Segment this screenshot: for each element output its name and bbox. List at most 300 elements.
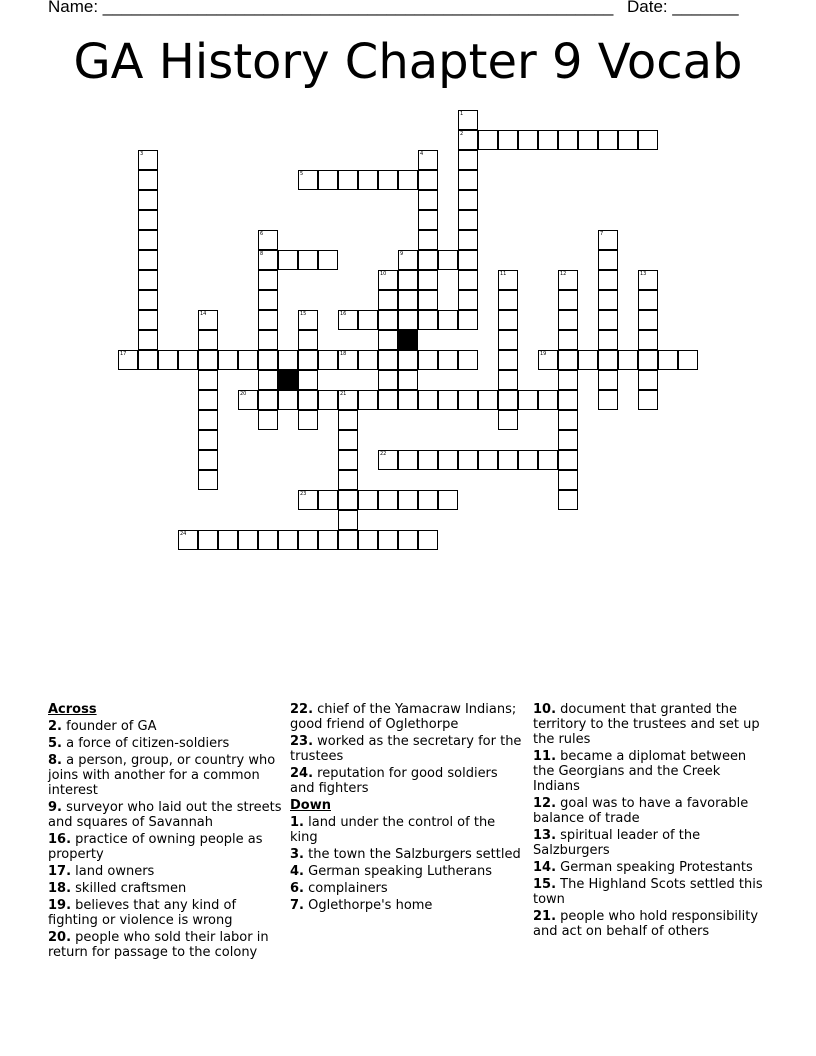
grid-cell[interactable]	[318, 170, 338, 190]
clue-text: complainers	[303, 881, 388, 896]
grid-cell[interactable]	[158, 350, 178, 370]
grid-cell[interactable]	[498, 390, 518, 410]
clue-text: believes that any kind of fighting or violence is wrong	[48, 898, 237, 928]
clue-item	[48, 719, 284, 734]
clue-item	[290, 702, 526, 732]
grid-cell[interactable]	[378, 270, 398, 290]
grid-cell[interactable]	[298, 370, 318, 390]
clue-number-label: 24	[180, 531, 187, 537]
clue-number: 2.	[48, 719, 62, 734]
grid-cell[interactable]	[438, 450, 458, 470]
grid-cell[interactable]	[298, 410, 318, 430]
grid-cell[interactable]	[418, 350, 438, 370]
grid-cell[interactable]	[258, 370, 278, 390]
clue-number: 22.	[290, 702, 314, 717]
grid-cell[interactable]	[418, 450, 438, 470]
grid-cell[interactable]	[458, 250, 478, 270]
grid-cell[interactable]	[498, 450, 518, 470]
grid-cell[interactable]	[338, 450, 358, 470]
clue-text: reputation for good soldiers and fighters	[290, 766, 498, 796]
grid-cell[interactable]	[558, 370, 578, 390]
clue-number-label: 3	[140, 151, 144, 157]
clue-item	[533, 909, 769, 939]
clue-item	[533, 796, 769, 826]
grid-cell[interactable]	[438, 350, 458, 370]
grid-cell[interactable]	[298, 250, 318, 270]
grid-cell[interactable]	[478, 130, 498, 150]
clue-number: 20.	[48, 930, 72, 945]
grid-cell[interactable]	[498, 270, 518, 290]
grid-cell[interactable]	[378, 390, 398, 410]
clue-number: 9.	[48, 800, 62, 815]
clue-number-label: 14	[200, 311, 207, 317]
grid-cell[interactable]	[598, 310, 618, 330]
clue-number-label: 22	[380, 451, 387, 457]
clue-number: 10.	[533, 702, 557, 717]
grid-cell[interactable]	[398, 310, 418, 330]
clue-number-label: 4	[420, 151, 424, 157]
grid-cell[interactable]	[558, 330, 578, 350]
grid-cell[interactable]	[338, 530, 358, 550]
grid-cell[interactable]	[298, 330, 318, 350]
grid-cell[interactable]	[658, 350, 678, 370]
grid-cell[interactable]	[598, 290, 618, 310]
grid-cell[interactable]	[558, 390, 578, 410]
grid-cell[interactable]	[558, 450, 578, 470]
grid-cell[interactable]	[398, 170, 418, 190]
down-heading: Down	[290, 798, 331, 813]
grid-cell[interactable]	[598, 230, 618, 250]
grid-cell[interactable]	[618, 130, 638, 150]
grid-cell[interactable]	[618, 350, 638, 370]
clue-number-label: 7	[600, 231, 604, 237]
clue-number: 17.	[48, 864, 72, 879]
clue-item	[533, 860, 769, 875]
grid-cell[interactable]	[538, 390, 558, 410]
clue-text: chief of the Yamacraw Indians; good friend of Oglethorpe	[290, 702, 517, 732]
grid-cell[interactable]	[598, 350, 618, 370]
grid-cell[interactable]	[558, 410, 578, 430]
clue-item	[290, 734, 526, 764]
clue-number: 11.	[533, 749, 557, 764]
grid-cell[interactable]	[398, 250, 418, 270]
down-clue-list	[290, 815, 526, 913]
clue-number: 4.	[290, 864, 304, 879]
grid-cell[interactable]	[378, 170, 398, 190]
clue-number: 14.	[533, 860, 557, 875]
grid-cell[interactable]	[298, 490, 318, 510]
clue-number-label: 11	[500, 271, 507, 277]
clue-text: land owners	[71, 864, 155, 879]
grid-cell[interactable]	[338, 170, 358, 190]
clue-text: a force of citizen-soldiers	[61, 736, 230, 751]
page-title: GA History Chapter 9 Vocab	[73, 34, 743, 90]
grid-cell[interactable]	[338, 390, 358, 410]
down-clue-list-continued	[533, 702, 769, 939]
clue-item	[290, 815, 526, 845]
grid-cell[interactable]	[558, 310, 578, 330]
grid-cell[interactable]	[578, 130, 598, 150]
clue-text: people who hold responsibility and act on behalf of others	[533, 909, 759, 939]
clue-number-label: 12	[560, 271, 567, 277]
grid-cell[interactable]	[198, 390, 218, 410]
grid-cell[interactable]	[558, 490, 578, 510]
clue-item	[533, 877, 769, 907]
grid-cell[interactable]	[198, 530, 218, 550]
grid-cell[interactable]	[198, 330, 218, 350]
grid-cell[interactable]	[458, 450, 478, 470]
grid-cell[interactable]	[498, 290, 518, 310]
grid-cell[interactable]	[338, 470, 358, 490]
clue-number: 5.	[48, 736, 62, 751]
grid-cell[interactable]	[378, 370, 398, 390]
grid-cell[interactable]	[418, 270, 438, 290]
grid-cell[interactable]	[638, 130, 658, 150]
grid-cell[interactable]	[378, 290, 398, 310]
grid-cell[interactable]	[198, 370, 218, 390]
grid-cell[interactable]	[338, 430, 358, 450]
grid-cell[interactable]	[258, 530, 278, 550]
grid-cell[interactable]	[258, 290, 278, 310]
grid-cell[interactable]	[218, 350, 238, 370]
grid-cell[interactable]	[358, 530, 378, 550]
clue-item	[290, 766, 526, 796]
grid-cell[interactable]	[298, 390, 318, 410]
clue-item	[533, 749, 769, 794]
clue-number-label: 10	[380, 271, 387, 277]
grid-cell[interactable]	[198, 450, 218, 470]
grid-cell[interactable]	[198, 310, 218, 330]
grid-cell[interactable]	[518, 130, 538, 150]
grid-cell[interactable]	[478, 450, 498, 470]
grid-cell[interactable]	[458, 190, 478, 210]
grid-cell[interactable]	[118, 350, 138, 370]
grid-cell[interactable]	[198, 410, 218, 430]
grid-cell[interactable]	[258, 350, 278, 370]
grid-cell[interactable]	[598, 270, 618, 290]
clue-number-label: 17	[120, 351, 127, 357]
grid-cell[interactable]	[418, 530, 438, 550]
clue-number-label: 13	[640, 271, 647, 277]
grid-cell[interactable]	[338, 410, 358, 430]
grid-cell[interactable]	[498, 410, 518, 430]
grid-cell[interactable]	[318, 530, 338, 550]
grid-cell[interactable]	[638, 270, 658, 290]
clue-item	[290, 898, 526, 913]
grid-cell[interactable]	[318, 350, 338, 370]
clue-number-label: 20	[240, 391, 247, 397]
grid-cell[interactable]	[138, 190, 158, 210]
grid-cell[interactable]	[378, 450, 398, 470]
grid-cell[interactable]	[138, 310, 158, 330]
grid-cell[interactable]	[418, 490, 438, 510]
clue-number-label: 18	[340, 351, 347, 357]
grid-cell[interactable]	[558, 470, 578, 490]
grid-cell[interactable]	[138, 250, 158, 270]
clue-number: 15.	[533, 877, 557, 892]
grid-cell[interactable]	[398, 490, 418, 510]
grid-cell[interactable]	[458, 270, 478, 290]
grid-cell[interactable]	[498, 330, 518, 350]
grid-cell[interactable]	[178, 350, 198, 370]
clue-number-label: 2	[460, 131, 464, 137]
grid-cell[interactable]	[378, 310, 398, 330]
clue-item	[290, 847, 526, 862]
grid-cell[interactable]	[258, 230, 278, 250]
clue-text: people who sold their labor in return for passage to the colony	[48, 930, 269, 960]
grid-cell[interactable]	[398, 450, 418, 470]
clue-number: 16.	[48, 832, 72, 847]
clue-text: became a diplomat between the Georgians and the Creek Indians	[533, 749, 747, 794]
grid-cell[interactable]	[538, 350, 558, 370]
grid-cell[interactable]	[378, 490, 398, 510]
clue-item	[48, 800, 284, 830]
clue-text: The Highland Scots settled this town	[533, 877, 763, 907]
grid-cell[interactable]	[258, 250, 278, 270]
date-field-label: Date: _______	[627, 0, 739, 16]
grid-cell[interactable]	[198, 430, 218, 450]
grid-cell[interactable]	[418, 210, 438, 230]
grid-cell[interactable]	[518, 390, 538, 410]
grid-cell[interactable]	[558, 430, 578, 450]
grid-cell[interactable]	[178, 530, 198, 550]
clue-number: 18.	[48, 881, 72, 896]
grid-cell[interactable]	[318, 490, 338, 510]
clue-text: practice of owning people as property	[48, 832, 263, 862]
grid-cell[interactable]	[258, 270, 278, 290]
clue-item	[533, 828, 769, 858]
grid-cell[interactable]	[398, 370, 418, 390]
clue-text: German speaking Lutherans	[303, 864, 492, 879]
grid-cell[interactable]	[558, 350, 578, 370]
grid-cell[interactable]	[458, 310, 478, 330]
grid-cell[interactable]	[418, 310, 438, 330]
grid-cell[interactable]	[298, 530, 318, 550]
clue-number: 23.	[290, 734, 314, 749]
clue-number: 19.	[48, 898, 72, 913]
grid-cell[interactable]	[438, 490, 458, 510]
grid-cell[interactable]	[458, 110, 478, 130]
clue-number: 24.	[290, 766, 314, 781]
grid-cell[interactable]	[298, 310, 318, 330]
grid-cell[interactable]	[338, 310, 358, 330]
grid-cell[interactable]	[398, 530, 418, 550]
grid-cell[interactable]	[358, 310, 378, 330]
grid-cell[interactable]	[598, 370, 618, 390]
grid-cell[interactable]	[458, 290, 478, 310]
grid-cell[interactable]	[638, 370, 658, 390]
grid-cell[interactable]	[638, 350, 658, 370]
clue-number-label: 19	[540, 351, 547, 357]
grid-cell[interactable]	[598, 250, 618, 270]
clue-number: 6.	[290, 881, 304, 896]
grid-cell[interactable]	[358, 390, 378, 410]
grid-cell[interactable]	[258, 310, 278, 330]
clue-text: German speaking Protestants	[556, 860, 753, 875]
grid-cell[interactable]	[258, 410, 278, 430]
grid-cell[interactable]	[598, 390, 618, 410]
grid-cell[interactable]	[398, 270, 418, 290]
grid-cell[interactable]	[538, 450, 558, 470]
grid-cell[interactable]	[418, 170, 438, 190]
grid-cell[interactable]	[498, 310, 518, 330]
grid-block-cell	[398, 330, 418, 350]
grid-cell[interactable]	[598, 130, 618, 150]
grid-cell[interactable]	[458, 230, 478, 250]
clue-number-label: 9	[400, 251, 404, 257]
clue-number-label: 1	[460, 111, 464, 117]
clue-item	[48, 930, 284, 960]
grid-cell[interactable]	[238, 350, 258, 370]
grid-cell[interactable]	[138, 230, 158, 250]
clue-item	[533, 702, 769, 747]
grid-cell[interactable]	[218, 530, 238, 550]
grid-cell[interactable]	[638, 310, 658, 330]
grid-cell[interactable]	[198, 350, 218, 370]
grid-cell[interactable]	[558, 290, 578, 310]
grid-cell[interactable]	[458, 210, 478, 230]
grid-cell[interactable]	[138, 170, 158, 190]
grid-cell[interactable]	[318, 250, 338, 270]
clue-item	[290, 881, 526, 896]
grid-cell[interactable]	[478, 390, 498, 410]
clue-item	[48, 736, 284, 751]
clue-text: skilled craftsmen	[71, 881, 187, 896]
clue-number: 1.	[290, 815, 304, 830]
grid-cell[interactable]	[398, 390, 418, 410]
grid-cell[interactable]	[458, 350, 478, 370]
grid-cell[interactable]	[398, 290, 418, 310]
clue-text: worked as the secretary for the trustees	[290, 734, 522, 764]
grid-cell[interactable]	[398, 350, 418, 370]
grid-cell[interactable]	[358, 490, 378, 510]
grid-cell[interactable]	[498, 370, 518, 390]
grid-cell[interactable]	[498, 350, 518, 370]
across-clue-list	[48, 719, 284, 960]
clues-column-3	[533, 702, 769, 941]
clue-text: Oglethorpe's home	[303, 898, 433, 913]
clue-text: spiritual leader of the Salzburgers	[533, 828, 701, 858]
clue-text: founder of GA	[61, 719, 157, 734]
clue-text: goal was to have a favorable balance of trade	[533, 796, 749, 826]
grid-cell[interactable]	[138, 210, 158, 230]
clue-item	[48, 864, 284, 879]
clue-item	[290, 864, 526, 879]
grid-cell[interactable]	[538, 130, 558, 150]
clue-number-label: 5	[300, 171, 304, 177]
across-clue-list-continued	[290, 702, 526, 796]
clue-text: land under the control of the king	[290, 815, 496, 845]
grid-cell[interactable]	[418, 290, 438, 310]
clues-column-2	[290, 702, 526, 915]
grid-cell[interactable]	[638, 330, 658, 350]
grid-cell[interactable]	[338, 510, 358, 530]
grid-cell[interactable]	[458, 170, 478, 190]
grid-cell[interactable]	[438, 310, 458, 330]
clues-column-1	[48, 702, 284, 962]
clue-number-label: 21	[340, 391, 347, 397]
grid-cell[interactable]	[498, 130, 518, 150]
grid-cell[interactable]	[438, 390, 458, 410]
grid-cell[interactable]	[558, 130, 578, 150]
clue-number-label: 6	[260, 231, 264, 237]
grid-cell[interactable]	[458, 130, 478, 150]
grid-cell[interactable]	[278, 530, 298, 550]
grid-cell[interactable]	[338, 350, 358, 370]
grid-cell[interactable]	[138, 270, 158, 290]
clue-item	[48, 898, 284, 928]
name-field-label: Name: ______________________________________________________	[48, 0, 614, 16]
grid-block-cell	[278, 370, 298, 390]
grid-cell[interactable]	[578, 350, 598, 370]
grid-cell[interactable]	[518, 450, 538, 470]
clue-text: document that granted the territory to the trustees and set up the rules	[533, 702, 760, 747]
clue-number: 7.	[290, 898, 304, 913]
grid-cell[interactable]	[358, 170, 378, 190]
grid-cell[interactable]	[418, 390, 438, 410]
clue-number-label: 23	[300, 491, 307, 497]
grid-cell[interactable]	[638, 390, 658, 410]
grid-cell[interactable]	[298, 350, 318, 370]
grid-cell[interactable]	[138, 330, 158, 350]
grid-cell[interactable]	[278, 350, 298, 370]
grid-cell[interactable]	[378, 330, 398, 350]
grid-cell[interactable]	[458, 390, 478, 410]
clue-number-label: 8	[260, 251, 264, 257]
clue-text: a person, group, or country who joins with another for a common interest	[48, 753, 276, 798]
clue-number: 13.	[533, 828, 557, 843]
across-heading: Across	[48, 702, 97, 717]
grid-cell[interactable]	[138, 290, 158, 310]
clue-number-label: 16	[340, 311, 347, 317]
clue-item	[48, 832, 284, 862]
grid-cell[interactable]	[438, 250, 458, 270]
grid-cell[interactable]	[278, 390, 298, 410]
clue-number: 21.	[533, 909, 557, 924]
grid-cell[interactable]	[598, 330, 618, 350]
clue-item	[48, 881, 284, 896]
grid-cell[interactable]	[378, 350, 398, 370]
grid-cell[interactable]	[258, 390, 278, 410]
grid-cell[interactable]	[458, 150, 478, 170]
grid-cell[interactable]	[298, 170, 318, 190]
clue-text: surveyor who laid out the streets and squares of Savannah	[48, 800, 282, 830]
grid-cell[interactable]	[418, 150, 438, 170]
grid-cell[interactable]	[638, 290, 658, 310]
clue-number: 8.	[48, 753, 62, 768]
grid-cell[interactable]	[338, 490, 358, 510]
grid-cell[interactable]	[418, 190, 438, 210]
grid-cell[interactable]	[678, 350, 698, 370]
grid-cell[interactable]	[318, 390, 338, 410]
grid-cell[interactable]	[358, 350, 378, 370]
grid-cell[interactable]	[138, 150, 158, 170]
grid-cell[interactable]	[418, 230, 438, 250]
clue-item	[48, 753, 284, 798]
grid-cell[interactable]	[238, 530, 258, 550]
grid-cell[interactable]	[418, 250, 438, 270]
clue-number: 12.	[533, 796, 557, 811]
grid-cell[interactable]	[558, 270, 578, 290]
clue-text: the town the Salzburgers settled	[303, 847, 521, 862]
grid-cell[interactable]	[238, 390, 258, 410]
grid-cell[interactable]	[278, 250, 298, 270]
grid-cell[interactable]	[198, 470, 218, 490]
clue-number: 3.	[290, 847, 304, 862]
grid-cell[interactable]	[378, 530, 398, 550]
grid-cell[interactable]	[258, 330, 278, 350]
grid-cell[interactable]	[138, 350, 158, 370]
